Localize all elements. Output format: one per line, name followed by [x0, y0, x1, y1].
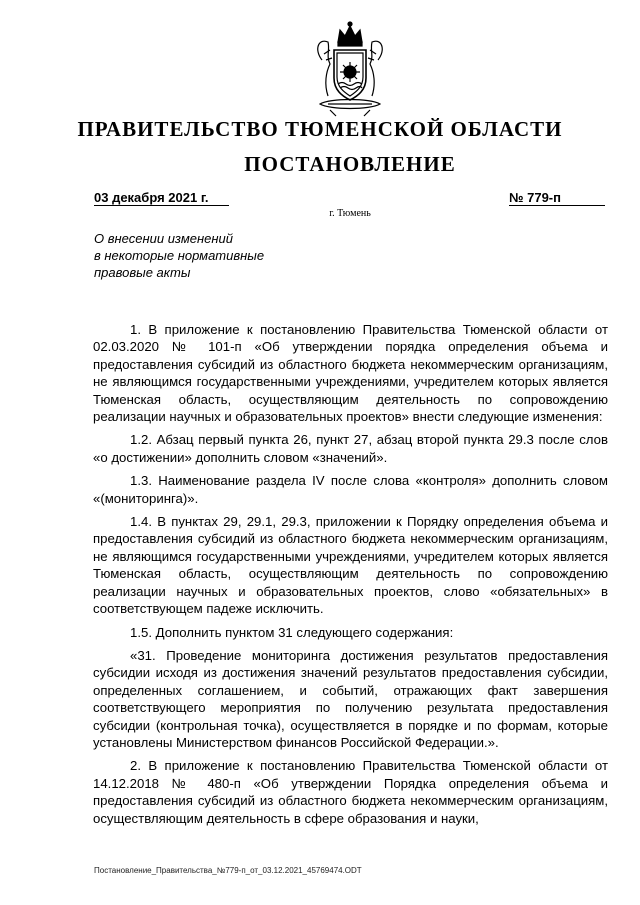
subject-line: правовые акты: [94, 265, 191, 280]
document-city: г. Тюмень: [329, 208, 371, 219]
body-paragraph: 1.2. Абзац первый пункта 26, пункт 27, абзац второй пункта 29.3 после слов «о достижении» дополнить словом «значений».: [93, 432, 608, 465]
footer-filename: Постановление_Правительства_№779-п_от_03.12.2021_45769474.ODT: [94, 866, 362, 875]
document-body: [93, 321, 608, 833]
body-paragraph: 1.3. Наименование раздела IV после слова «контроля» дополнить словом «(мониторинга)».: [93, 473, 608, 506]
subject-line: О внесении изменений: [94, 231, 233, 246]
document-number: № 779-п: [509, 190, 605, 206]
document-subject: [94, 230, 314, 281]
body-paragraph: 1.5. Дополнить пунктом 31 следующего содержания:: [130, 624, 454, 640]
document-date: 03 декабря 2021 г.: [94, 190, 229, 206]
body-paragraph: «31. Проведение мониторинга достижения результатов предоставления субсидии исходя из достижения значений результатов предоставления субсидии, определенных соглашением, и событий, отражающих факт завершения соответствующего мероприятия по получению результата предоставления субсидии (контрольная точка), осуществляется в порядке и по формам, которые установлены Министерством финансов Российской Федерации.».: [93, 647, 608, 750]
coat-of-arms-icon: [300, 20, 400, 118]
organization-title: ПРАВИТЕЛЬСТВО ТЮМЕНСКОЙ ОБЛАСТИ: [77, 117, 563, 141]
document-type-title: ПОСТАНОВЛЕНИЕ: [244, 152, 456, 176]
body-paragraph: 1. В приложение к постановлению Правительства Тюменской области от 02.03.2020 № 101-п «Об утверждении порядка определения объема и предоставления субсидий из областного бюджета некоммерческим организациям, не являющимся государственными учреждениями, учредителем которых является Тюменская область, осуществляющим деятельность по сопровождению реализации научных и образовательных проектов» внести следующие изменения:: [93, 322, 608, 425]
body-paragraph: 2. В приложение к постановлению Правительства Тюменской области от 14.12.2018 № 480-п «Об утверждении Порядка определения объема и предоставления субсидий из областного бюджета некоммерческим организациям, осуществляющим деятельность в сфере образования и науки,: [93, 758, 608, 826]
subject-line: в некоторые нормативные: [94, 248, 265, 263]
body-paragraph: 1.4. В пунктах 29, 29.1, 29.3, приложении к Порядку определения объема и предоставления субсидий из областного бюджета некоммерческим организациям, не являющимся государственными учреждениями, учредителем которых является Тюменская область, осуществляющим деятельность по сопровождению реализации научных и образовательных проектов, слово «обязательных» в соответствующем падеже исключить.: [93, 514, 608, 617]
